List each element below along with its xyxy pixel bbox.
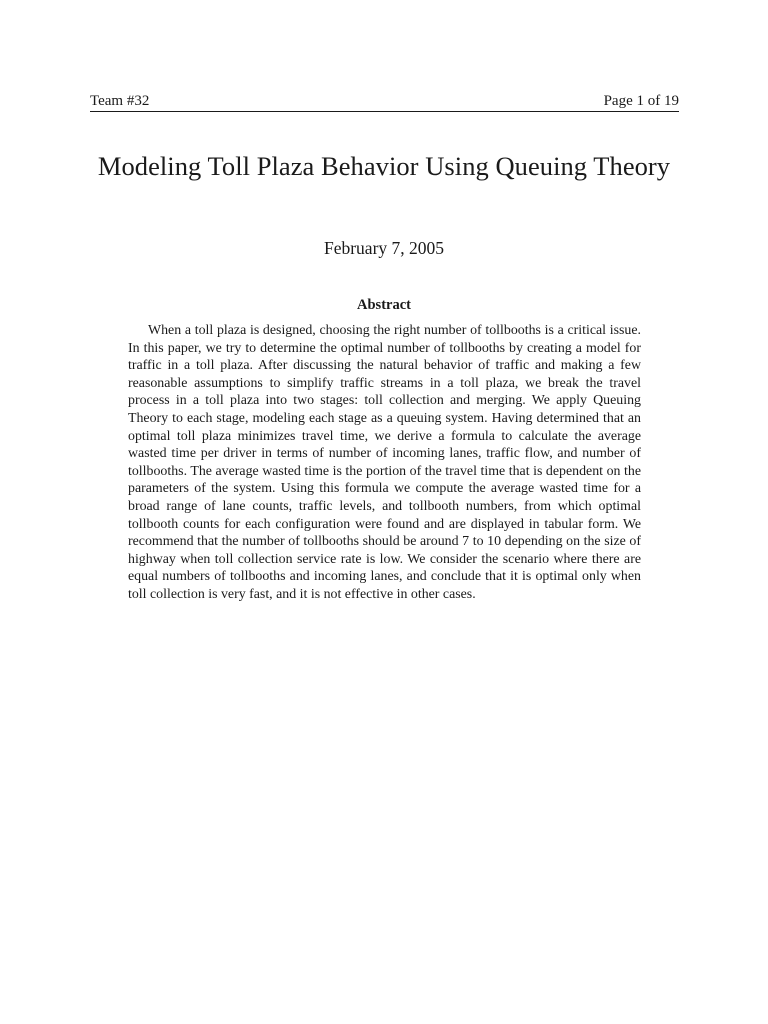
page-number: Page 1 of 19 (603, 93, 679, 109)
paper-title: Modeling Toll Plaza Behavior Using Queuing Theory (97, 151, 671, 181)
running-header (90, 91, 679, 113)
abstract-body: When a toll plaza is designed, choosing the right number of tollbooths is a critical issue. In this paper, we try to determine the optimal number of tollbooths by creating a model for traffic in a toll plaza. After discussing the natural behavior of traffic and making a few reasonable assumptions to simplify traffic streams in a toll plaza, we break the travel process in a toll plaza into two stages: toll collection and merging. We apply Queuing Theory to each stage, modeling each stage as a queuing system. Having determined that an optimal toll plaza minimizes travel time, we derive a formula to calculate the average wasted time per driver in terms of number of incoming lanes, traffic flow, and number of tollbooths. The average wasted time is the portion of the travel time that is dependent on the parameters of the system. Using this formula we compute the average wasted time for a broad range of lane counts, traffic levels, and tollbooth numbers, from which optimal tollbooth counts for each configuration were found and are displayed in tabular form. We recommend that the number of tollbooths should be around 7 to 10 depending on the size of highway when toll collection service rate is low. We consider the scenario where there are equal numbers of tollbooths and incoming lanes, and conclude that it is optimal only when toll collection is very fast, and it is not effective in other cases. (128, 323, 641, 602)
abstract-heading: Abstract (357, 297, 411, 313)
paper-date: February 7, 2005 (323, 238, 445, 258)
team-label: Team #32 (90, 93, 150, 109)
header-rule (90, 111, 679, 112)
